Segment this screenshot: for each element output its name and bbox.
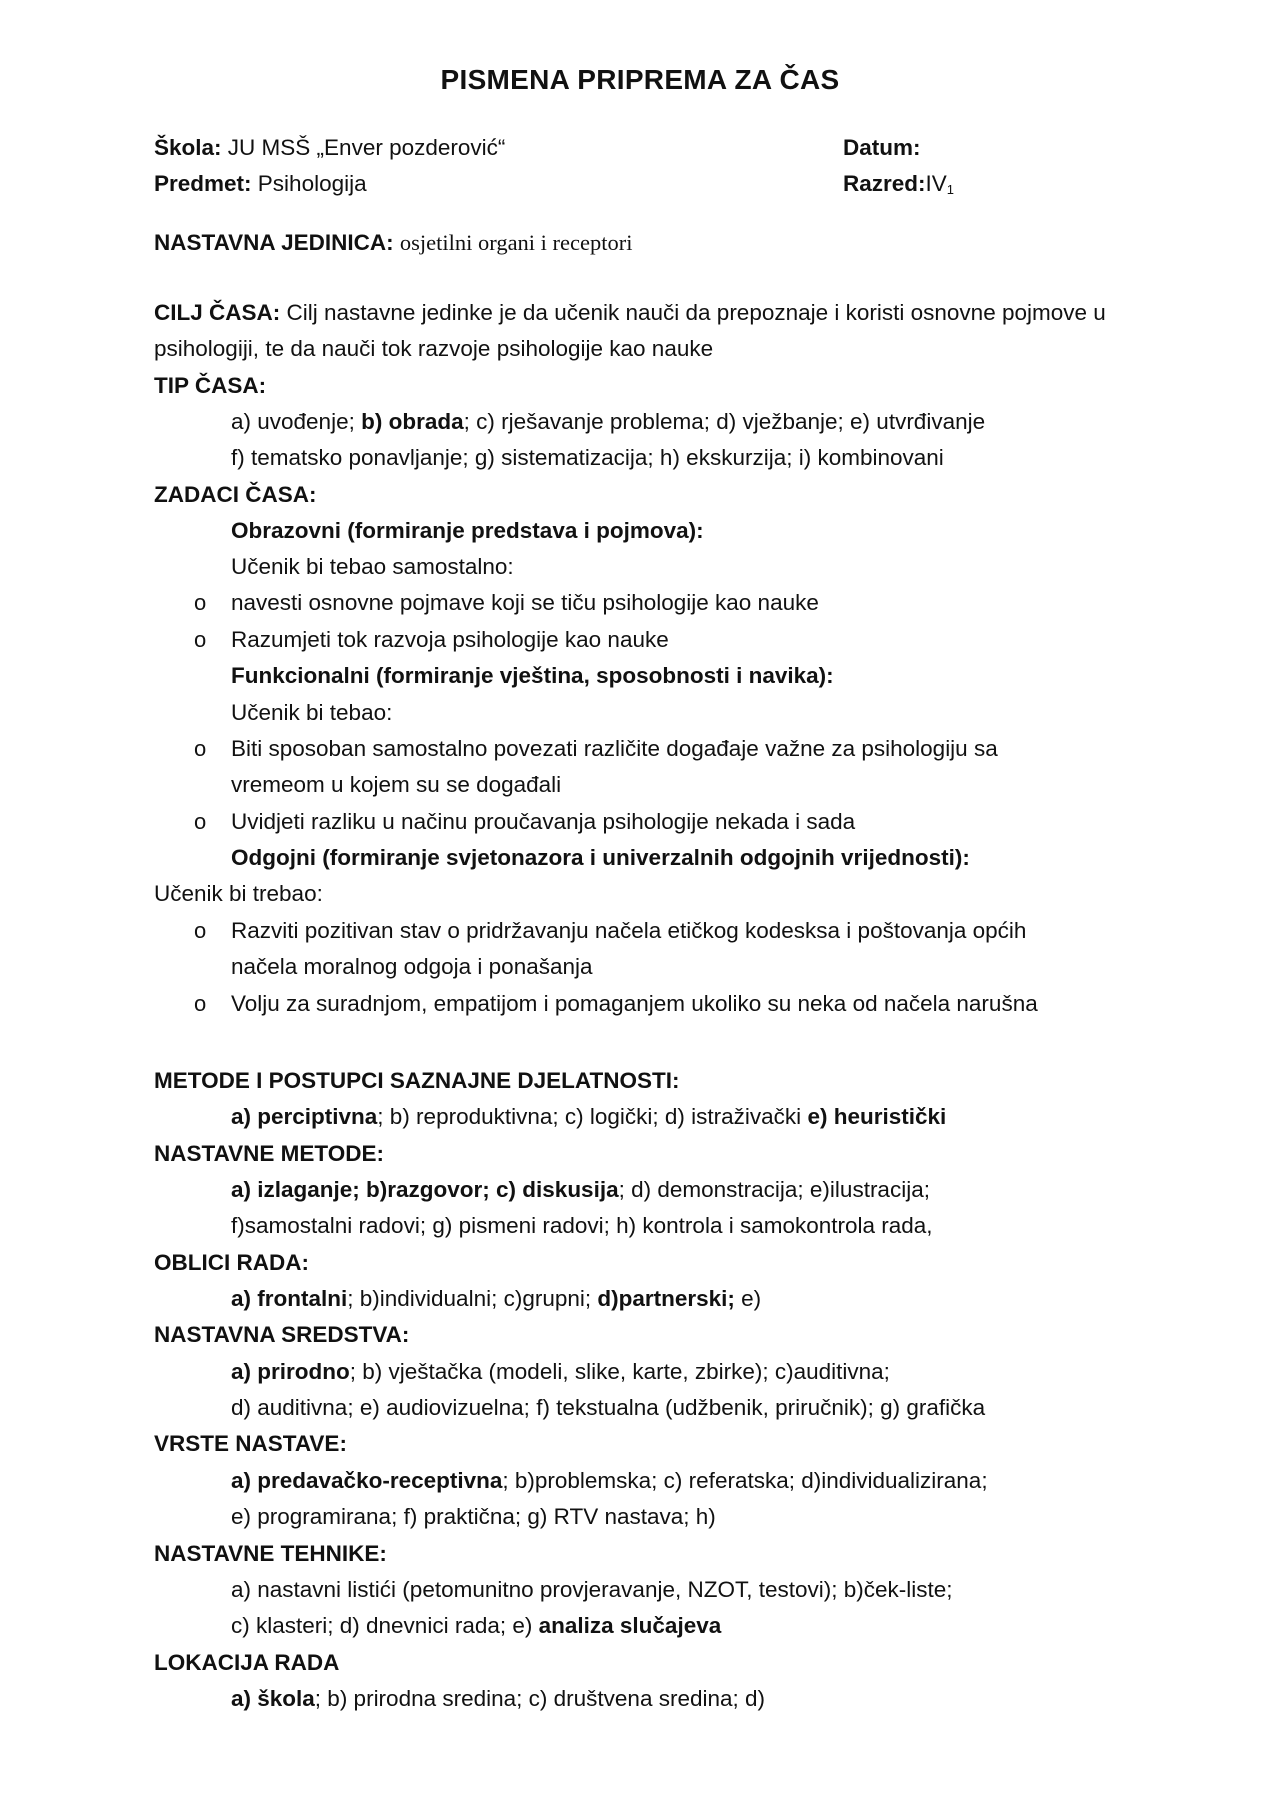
school-line bbox=[154, 134, 505, 162]
resources-rest: ; b) vještačka (modeli, slike, karte, zbirke); c)auditivna; bbox=[349, 1359, 890, 1384]
goal-line-1 bbox=[154, 299, 1106, 327]
date-line bbox=[843, 134, 921, 162]
type-option-a: a) uvođenje; bbox=[231, 409, 362, 434]
func-heading-text: Funkcionalni (formiranje vještina, sposobnosti i navika): bbox=[231, 663, 834, 688]
techniques-line-1: a) nastavni listići (petomunitno provjeravanje, NZOT, testovi); b)ček-liste; bbox=[231, 1577, 953, 1602]
techniques-label bbox=[154, 1540, 387, 1568]
edu-heading bbox=[231, 517, 704, 545]
type-label bbox=[154, 372, 266, 400]
teaching-rest: ; d) demonstracija; e)ilustracija; bbox=[618, 1177, 930, 1202]
forms-a: a) frontalni bbox=[231, 1286, 348, 1311]
edu-item-1: navesti osnovne pojmave koji se tiču psihologije kao nauke bbox=[231, 590, 819, 615]
grade-label: Razred: bbox=[843, 171, 926, 196]
date-label: Datum: bbox=[843, 135, 921, 160]
forms-label-text: OBLICI RADA: bbox=[154, 1250, 309, 1275]
methods-mid: ; b) reproduktivna; c) logički; d) istraživački bbox=[377, 1104, 808, 1129]
bullet-marker: o bbox=[194, 736, 207, 761]
teaching-bold: a) izlaganje; b)razgovor; c) diskusija bbox=[231, 1177, 619, 1202]
kinds-label bbox=[154, 1430, 347, 1458]
type-line-1 bbox=[231, 408, 985, 436]
goal-text-1: Cilj nastavne jedinke je da učenik nauči da prepoznaje i koristi osnovne pojmove u bbox=[286, 300, 1106, 325]
resources-line-1 bbox=[231, 1358, 890, 1386]
edu-item-2: Razumjeti tok razvoja psihologije kao nauke bbox=[231, 627, 669, 652]
resources-a: a) prirodno bbox=[231, 1359, 350, 1384]
tasks-label bbox=[154, 481, 317, 509]
techniques-line-2 bbox=[231, 1612, 721, 1640]
forms-e: e) bbox=[734, 1286, 762, 1311]
tasks-label-text: ZADACI ČASA: bbox=[154, 482, 317, 507]
teaching-label bbox=[154, 1140, 384, 1168]
type-line-2: f) tematsko ponavljanje; g) sistematizacija; h) ekskurzija; i) kombinovani bbox=[231, 445, 944, 470]
type-label-text: TIP ČASA: bbox=[154, 373, 267, 398]
grade-value: IV bbox=[925, 171, 947, 196]
methods-e: e) heuristički bbox=[807, 1104, 947, 1129]
bullet-marker: o bbox=[194, 918, 207, 943]
methods-line bbox=[231, 1103, 946, 1131]
subject-line bbox=[154, 170, 367, 198]
location-label-text: LOKACIJA RADA bbox=[154, 1650, 340, 1675]
forms-d: d)partnerski; bbox=[597, 1286, 735, 1311]
edu-intro: Učenik bi tebao samostalno: bbox=[231, 554, 514, 579]
kinds-rest: ; b)problemska; c) referatska; d)individualizirana; bbox=[502, 1468, 988, 1493]
techniques-l2-bold: analiza slučajeva bbox=[538, 1613, 722, 1638]
goal-line-2: psihologiji, te da nauči tok razvoje psihologije kao nauke bbox=[154, 336, 714, 361]
resources-label bbox=[154, 1321, 409, 1349]
func-heading bbox=[231, 662, 834, 690]
grade-subscript: 1 bbox=[946, 182, 955, 197]
edu-heading-text: Obrazovni (formiranje predstava i pojmova): bbox=[231, 518, 704, 543]
teaching-label-text: NASTAVNE METODE: bbox=[154, 1141, 385, 1166]
resources-label-text: NASTAVNA SREDSTVA: bbox=[154, 1322, 410, 1347]
bullet-marker: o bbox=[194, 991, 207, 1016]
location-line bbox=[231, 1685, 765, 1713]
unit-value: osjetilni organi i receptori bbox=[399, 230, 633, 255]
goal-label: CILJ ČASA: bbox=[154, 300, 281, 325]
forms-line bbox=[231, 1285, 761, 1313]
resources-line-2: d) auditivna; e) audiovizuelna; f) tekstualna (udžbenik, priručnik); g) grafička bbox=[231, 1395, 986, 1420]
unit-label: NASTAVNA JEDINICA: bbox=[154, 230, 394, 255]
type-option-b: b) obrada bbox=[361, 409, 464, 434]
type-options-rest: ; c) rješavanje problema; d) vježbanje; e) utvrđivanje bbox=[463, 409, 986, 434]
page-title: PISMENA PRIPREMA ZA ČAS bbox=[440, 64, 840, 95]
ed-heading-text: Odgojni (formiranje svjetonazora i univerzalnih odgojnih vrijednosti): bbox=[231, 845, 970, 870]
methods-label bbox=[154, 1067, 679, 1095]
school-value: JU MSŠ „Enver pozderović“ bbox=[227, 135, 506, 160]
func-item-1-line-1: Biti sposoban samostalno povezati različite događaje važne za psihologiju sa bbox=[231, 736, 998, 761]
subject-value: Psihologija bbox=[257, 171, 367, 196]
ed-item-1-line-2: načela moralnog odgoja i ponašanja bbox=[231, 954, 593, 979]
methods-label-text: METODE I POSTUPCI SAZNAJNE DJELATNOSTI: bbox=[154, 1068, 680, 1093]
kinds-line-2: e) programirana; f) praktična; g) RTV nastava; h) bbox=[231, 1504, 716, 1529]
ed-item-1-line-1: Razviti pozitivan stav o pridržavanju načela etičkog kodesksa i poštovanja općih bbox=[231, 918, 1027, 943]
func-item-1-line-2: vremeom u kojem su se događali bbox=[231, 772, 562, 797]
func-item-2: Uvidjeti razliku u načinu proučavanja psihologije nekada i sada bbox=[231, 809, 856, 834]
func-intro: Učenik bi tebao: bbox=[231, 700, 393, 725]
bullet-marker: o bbox=[194, 590, 207, 615]
techniques-l2: c) klasteri; d) dnevnici rada; e) bbox=[231, 1613, 539, 1638]
teaching-line-1 bbox=[231, 1176, 930, 1204]
location-a: a) škola bbox=[231, 1686, 315, 1711]
grade-line bbox=[843, 170, 954, 204]
bullet-marker: o bbox=[194, 809, 207, 834]
techniques-label-text: NASTAVNE TEHNIKE: bbox=[154, 1541, 387, 1566]
kinds-line-1 bbox=[231, 1467, 988, 1495]
teaching-line-2: f)samostalni radovi; g) pismeni radovi; h) kontrola i samokontrola rada, bbox=[231, 1213, 933, 1238]
ed-item-2: Volju za suradnjom, empatijom i pomaganjem ukoliko su neka od načela narušna bbox=[231, 991, 1038, 1016]
school-label: Škola: bbox=[154, 135, 222, 160]
ed-intro: Učenik bi trebao: bbox=[154, 881, 323, 906]
kinds-label-text: VRSTE NASTAVE: bbox=[154, 1431, 347, 1456]
location-label bbox=[154, 1649, 339, 1677]
subject-label: Predmet: bbox=[154, 171, 252, 196]
location-rest: ; b) prirodna sredina; c) društvena sredina; d) bbox=[314, 1686, 766, 1711]
ed-heading bbox=[231, 844, 970, 872]
bullet-marker: o bbox=[194, 627, 207, 652]
kinds-a: a) predavačko-receptivna bbox=[231, 1468, 503, 1493]
forms-mid: ; b)individualni; c)grupni; bbox=[347, 1286, 598, 1311]
forms-label bbox=[154, 1249, 309, 1277]
unit-line bbox=[154, 229, 633, 257]
methods-a: a) perciptivna bbox=[231, 1104, 378, 1129]
